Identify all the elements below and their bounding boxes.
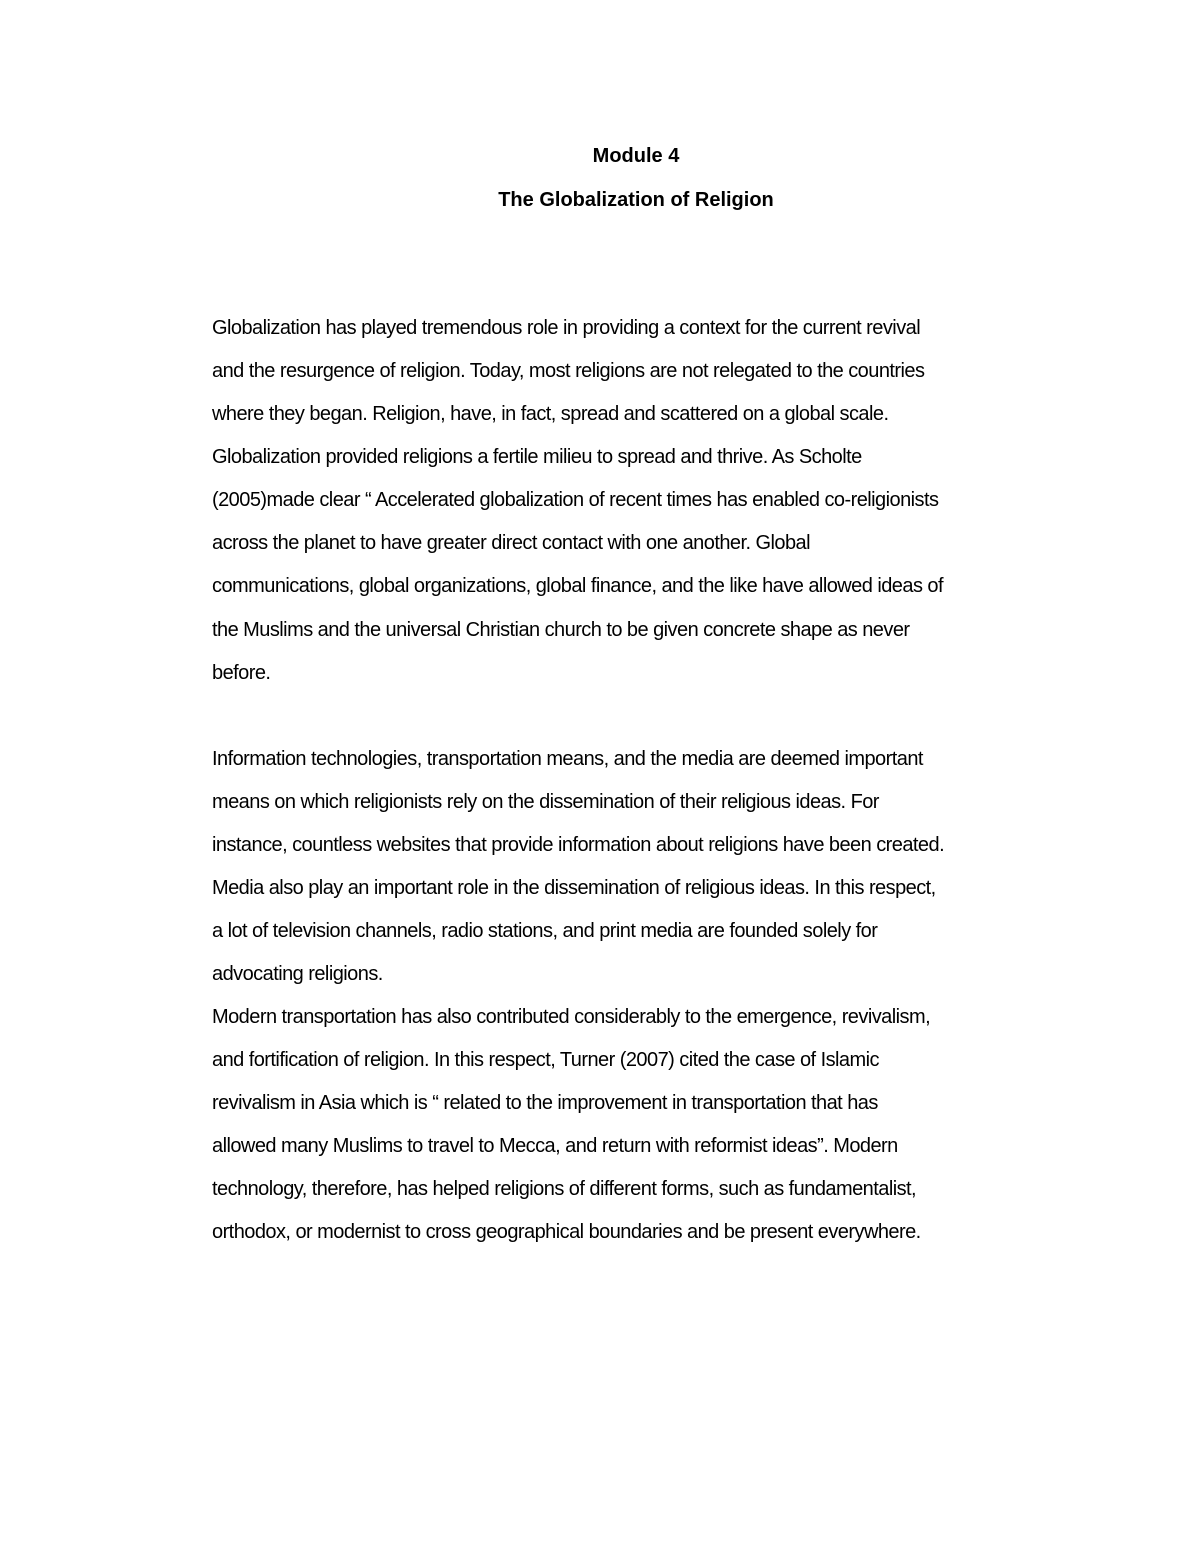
- paragraph-1-line: communications, global organizations, global finance, and the like have allowed ideas of: [212, 575, 943, 597]
- paragraph-3-line: and fortification of religion. In this respect, Turner (2007) cited the case of Islamic: [212, 1049, 879, 1071]
- paragraph-1-line: (2005)made clear “ Accelerated globalization of recent times has enabled co-religionists: [212, 489, 939, 511]
- paragraph-1-line: and the resurgence of religion. Today, most religions are not relegated to the countries: [212, 360, 925, 382]
- paragraph-1-line: before.: [212, 662, 271, 684]
- paragraph-3-line: revivalism in Asia which is “ related to the improvement in transportation that has: [212, 1092, 878, 1114]
- paragraph-3-line: Modern transportation has also contributed considerably to the emergence, revivalism,: [212, 1006, 931, 1028]
- paragraph-3-line: allowed many Muslims to travel to Mecca, and return with reformist ideas”. Modern: [212, 1135, 898, 1157]
- paragraph-2-line: Information technologies, transportation means, and the media are deemed important: [212, 748, 923, 770]
- paragraph-3-line: technology, therefore, has helped religions of different forms, such as fundamentalist,: [212, 1178, 917, 1200]
- paragraph-1-line: where they began. Religion, have, in fact, spread and scattered on a global scale.: [212, 403, 889, 425]
- paragraph-1-line: across the planet to have greater direct contact with one another. Global: [212, 532, 811, 554]
- paragraph-2-line: advocating religions.: [212, 963, 383, 985]
- paragraph-2-line: means on which religionists rely on the dissemination of their religious ideas. For: [212, 791, 879, 813]
- paragraph-2-line: Media also play an important role in the dissemination of religious ideas. In this respect,: [212, 877, 936, 899]
- paragraph-1-line: Globalization has played tremendous role in providing a context for the current revival: [212, 317, 921, 339]
- paragraph-2-line: instance, countless websites that provide information about religions have been created.: [212, 834, 945, 856]
- paragraph-3-line: orthodox, or modernist to cross geographical boundaries and be present everywhere.: [212, 1221, 921, 1243]
- paragraph-1-line: Globalization provided religions a fertile milieu to spread and thrive. As Scholte: [212, 446, 862, 468]
- module-heading: Module 4: [592, 145, 680, 167]
- paragraph-2-line: a lot of television channels, radio stations, and print media are founded solely for: [212, 920, 878, 942]
- document-title: The Globalization of Religion: [498, 189, 774, 211]
- paragraph-1-line: the Muslims and the universal Christian church to be given concrete shape as never: [212, 619, 910, 641]
